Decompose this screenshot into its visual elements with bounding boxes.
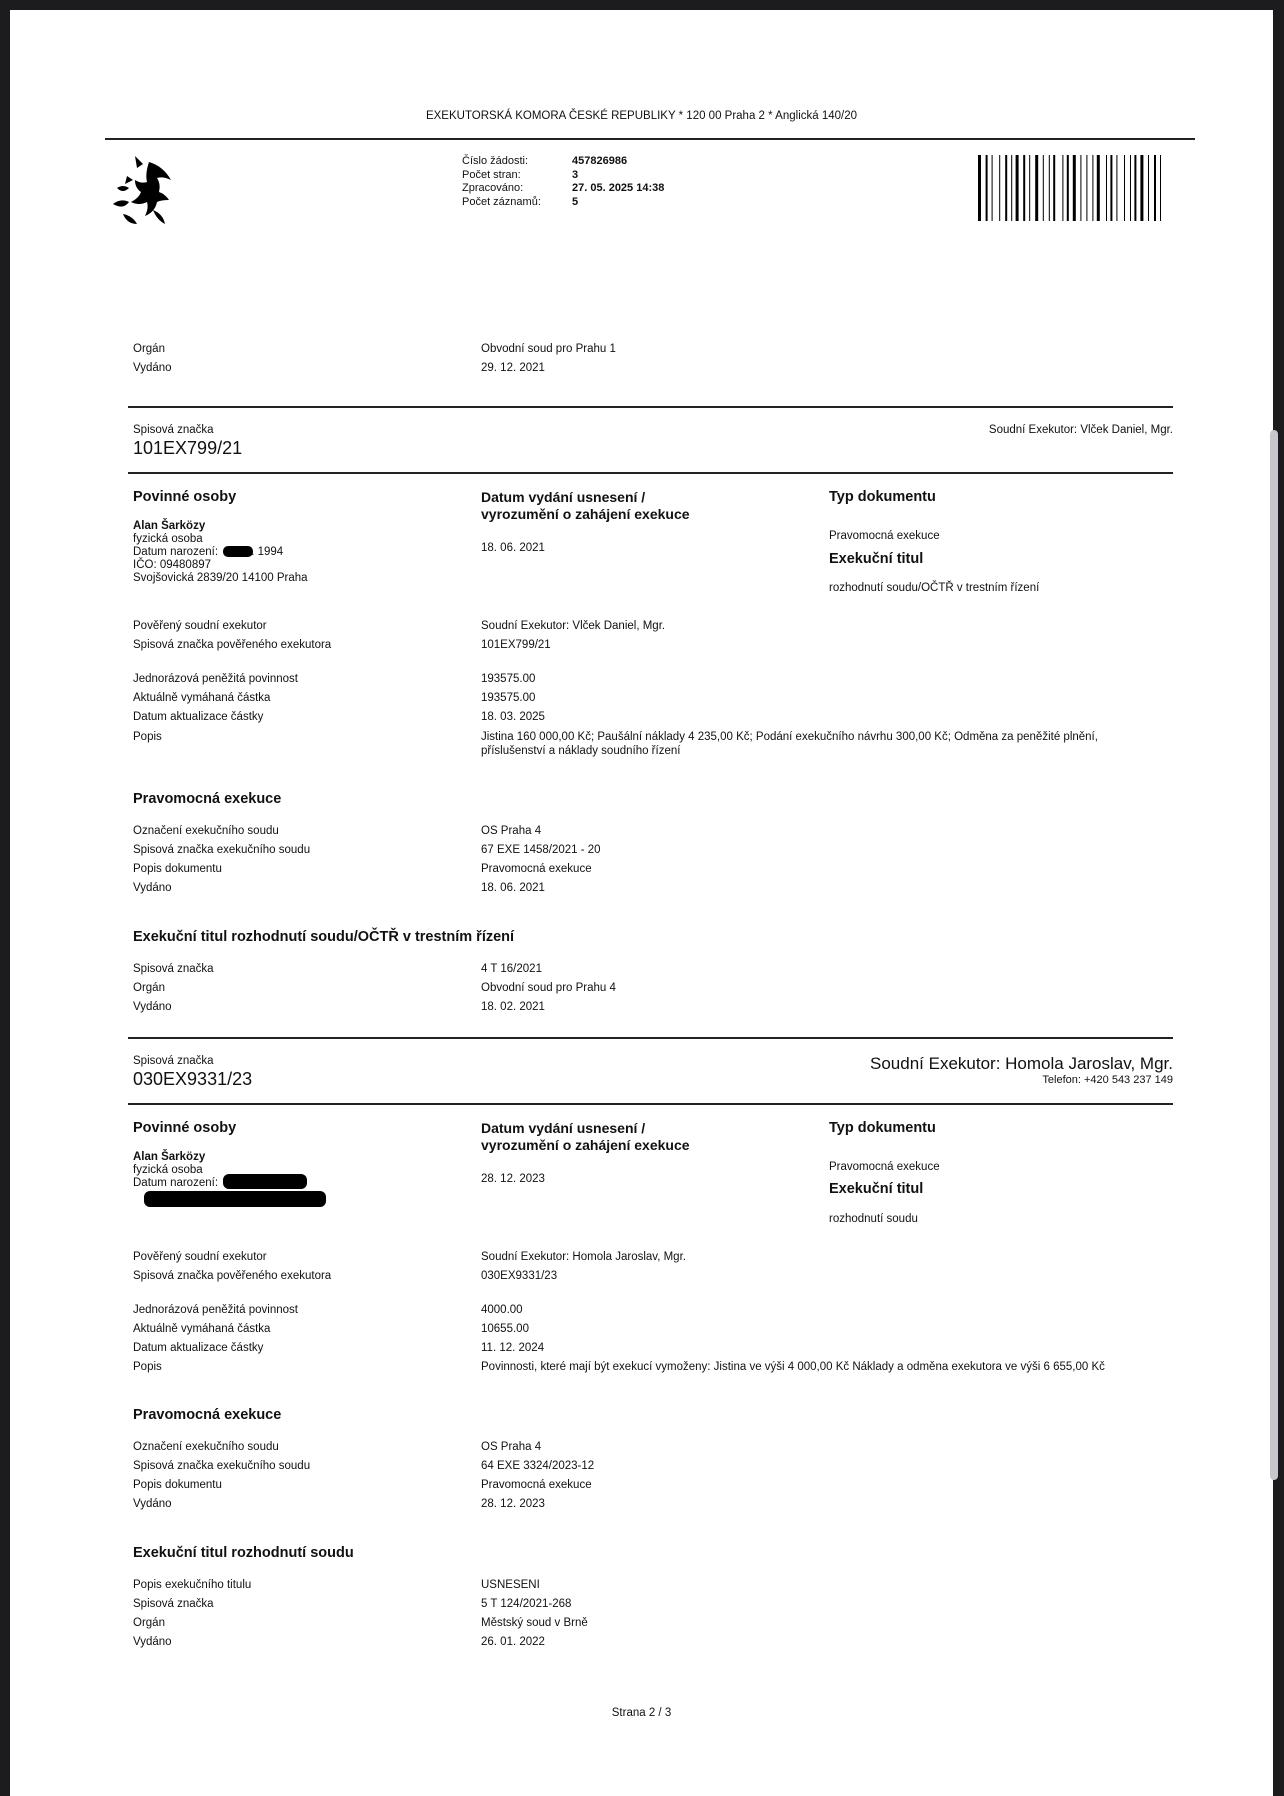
meta-label: Číslo žádosti: (462, 155, 529, 167)
field-value: Jistina 160 000,00 Kč; Paušální náklady 4 235,00 Kč; Podání exekučního návrhu 300,00 Kč; Odměna za peněžité plnění, příslušenství a náklady soudního řízení (481, 731, 1098, 757)
field-value: Soudní Exekutor: Homola Jaroslav, Mgr. (481, 1251, 686, 1263)
field-label: Vydáno (133, 1001, 172, 1013)
chamber-header: EXEKUTORSKÁ KOMORA ČESKÉ REPUBLIKY * 120 00 Praha 2 * Anglická 140/20 (425, 110, 858, 122)
field-label: Popis exekučního titulu (133, 1579, 252, 1591)
meta-label: Počet stran: (462, 168, 521, 181)
file-label: Spisová značka (133, 424, 214, 436)
meta-value: 3 (572, 168, 579, 181)
field-label: Vydáno (133, 362, 172, 374)
executor-phone: Telefon: +420 543 237 149 (1042, 1074, 1173, 1086)
field-value: USNESENI (481, 1579, 540, 1591)
field-label: Spisová značka exekučního soudu (133, 1460, 311, 1472)
field-label: Pověřený soudní exekutor (133, 1251, 267, 1263)
doc-type: Pravomocná exekuce (829, 530, 940, 542)
redaction-mark (223, 546, 253, 557)
field-value: 18. 06. 2021 (481, 882, 545, 894)
barcode (978, 155, 1196, 221)
field-value: 18. 03. 2025 (481, 711, 545, 723)
issue-date: 18. 06. 2021 (481, 542, 545, 554)
obligor-type: fyzická osoba (133, 533, 203, 545)
field-value: Povinnosti, které mají být exekucí vymoženy: Jistina ve výši 4 000,00 Kč Náklady a odměna exekutora ve výši 6 655,00 Kč (481, 1361, 1105, 1373)
field-label: Popis dokumentu (133, 863, 222, 875)
meta-label: Počet záznamů: (462, 195, 541, 208)
section-heading: Pravomocná exekuce (133, 1407, 282, 1423)
obligor-birth: Datum narození: (133, 1177, 219, 1189)
field-value: 193575.00 (481, 692, 536, 704)
field-label: Spisová značka pověřeného exekutora (133, 639, 332, 651)
birth-label: Datum narození: (133, 546, 219, 558)
field-value: 193575.00 (481, 673, 536, 685)
field-value: 28. 12. 2023 (481, 1498, 545, 1510)
field-label: Popis dokumentu (133, 1479, 222, 1491)
title-type: rozhodnutí soudu (829, 1213, 918, 1225)
meta-value: 27. 05. 2025 14:38 (572, 182, 665, 194)
meta-label: Zpracováno: (462, 182, 524, 194)
field-label: Označení exekučního soudu (133, 1441, 279, 1453)
obligor-name: Alan Šarközy (133, 1151, 206, 1163)
field-value: 10655.00 (481, 1323, 529, 1335)
file-number: 101EX799/21 (133, 438, 243, 458)
field-label: Vydáno (133, 1636, 172, 1648)
field-label: Vydáno (133, 1498, 172, 1510)
field-value: 5 T 124/2021-268 (481, 1598, 572, 1610)
field-label: Vydáno (133, 882, 172, 894)
document-page (10, 10, 1273, 1796)
amount-rows (133, 1301, 1141, 1377)
field-value: Obvodní soud pro Prahu 4 (481, 982, 616, 994)
field-label: Datum aktualizace částky (133, 711, 264, 723)
field-label: Jednorázová peněžitá povinnost (133, 1304, 298, 1316)
doc-type: Pravomocná exekuce (829, 1161, 940, 1173)
header-divider (105, 138, 1195, 140)
field-label: Označení exekučního soudu (133, 825, 279, 837)
obligor-name: Alan Šarközy (133, 520, 206, 532)
section-heading: Exekuční titul rozhodnutí soudu (133, 1545, 354, 1561)
obligor-details (133, 520, 308, 585)
executor-name: Soudní Exekutor: Vlček Daniel, Mgr. (988, 424, 1173, 436)
title-heading: Exekuční titul (829, 551, 924, 567)
record-divider (128, 1037, 1173, 1039)
field-label: Orgán (133, 343, 165, 355)
executor-rows (133, 617, 1141, 655)
field-value: OS Praha 4 (481, 825, 542, 837)
field-value: 64 EXE 3324/2023-12 (481, 1460, 595, 1472)
field-label: Spisová značka (133, 963, 214, 975)
title-heading: Exekuční titul (829, 1181, 924, 1197)
redaction-mark (144, 1191, 326, 1207)
obligors-heading: Povinné osoby (133, 1120, 237, 1136)
title-rows (133, 960, 1141, 1017)
request-meta (462, 155, 664, 209)
field-value: 18. 02. 2021 (481, 1001, 545, 1013)
record-divider (128, 472, 1173, 474)
field-label: Orgán (133, 982, 165, 994)
field-label: Pověřený soudní exekutor (133, 620, 267, 632)
issue-date-heading: Datum vydání usnesení / vyrozumění o zahájení exekuce (481, 1120, 690, 1153)
chamber-logo-icon (105, 152, 177, 230)
amount-rows (133, 670, 1141, 758)
enforcement-rows (133, 822, 1141, 898)
field-label: Aktuálně vymáhaná částka (133, 692, 271, 704)
obligor-address: Svojšovická 2839/20 14100 Praha (133, 572, 308, 584)
record-divider (128, 1103, 1173, 1105)
meta-value: 457826986 (572, 155, 628, 167)
field-label: Jednorázová peněžitá povinnost (133, 673, 298, 685)
enforcement-rows (133, 1438, 1141, 1514)
executor-rows (133, 1248, 1141, 1286)
title-rows (133, 1576, 1141, 1652)
field-label: Popis (133, 1361, 162, 1373)
birth-year: . 1994 (251, 546, 284, 558)
field-value: Pravomocná exekuce (481, 863, 592, 875)
field-label: Spisová značka (133, 1598, 214, 1610)
field-value: 4 T 16/2021 (481, 963, 542, 975)
field-value: 11. 12. 2024 (481, 1342, 545, 1354)
field-value: Soudní Exekutor: Vlček Daniel, Mgr. (481, 620, 666, 632)
section-heading: Pravomocná exekuce (133, 791, 282, 807)
field-label: Aktuálně vymáhaná částka (133, 1323, 271, 1335)
record-divider (128, 406, 1173, 408)
obligor-details (133, 1151, 218, 1190)
field-value: 030EX9331/23 (481, 1270, 558, 1282)
field-label: Orgán (133, 1617, 165, 1629)
obligor-type: fyzická osoba (133, 1164, 203, 1176)
field-value: Obvodní soud pro Prahu 1 (481, 343, 616, 355)
field-value: 26. 01. 2022 (481, 1636, 545, 1648)
field-label: Spisová značka exekučního soudu (133, 844, 311, 856)
prev-record-rows (133, 340, 1141, 378)
redaction-mark (223, 1174, 307, 1189)
field-value: Městský soud v Brně (481, 1617, 588, 1629)
field-value: Pravomocná exekuce (481, 1479, 592, 1491)
scrollbar[interactable] (1270, 430, 1278, 1480)
section-heading: Exekuční titul rozhodnutí soudu/OČTŘ v trestním řízení (133, 929, 515, 945)
doc-type-heading: Typ dokumentu (829, 489, 936, 505)
issue-date-heading: Datum vydání usnesení / vyrozumění o zahájení exekuce (481, 489, 690, 522)
file-label: Spisová značka (133, 1055, 214, 1067)
field-label: Popis (133, 731, 162, 743)
issue-date: 28. 12. 2023 (481, 1173, 545, 1185)
meta-value: 5 (572, 195, 579, 208)
field-value: 101EX799/21 (481, 639, 551, 651)
field-value: OS Praha 4 (481, 1441, 542, 1453)
file-number: 030EX9331/23 (133, 1069, 253, 1089)
page-number: Strana 2 / 3 (611, 1707, 672, 1719)
obligor-birth (133, 546, 308, 559)
title-type: rozhodnutí soudu/OČTŘ v trestním řízení (829, 582, 1040, 594)
field-value: 67 EXE 1458/2021 - 20 (481, 844, 601, 856)
doc-type-heading: Typ dokumentu (829, 1120, 936, 1136)
obligors-heading: Povinné osoby (133, 489, 237, 505)
executor-name: Soudní Exekutor: Homola Jaroslav, Mgr. (870, 1054, 1173, 1073)
field-label: Spisová značka pověřeného exekutora (133, 1270, 332, 1282)
field-value: 4000.00 (481, 1304, 523, 1316)
field-value: 29. 12. 2021 (481, 362, 545, 374)
field-label: Datum aktualizace částky (133, 1342, 264, 1354)
obligor-ico: IČO: 09480897 (133, 559, 212, 571)
